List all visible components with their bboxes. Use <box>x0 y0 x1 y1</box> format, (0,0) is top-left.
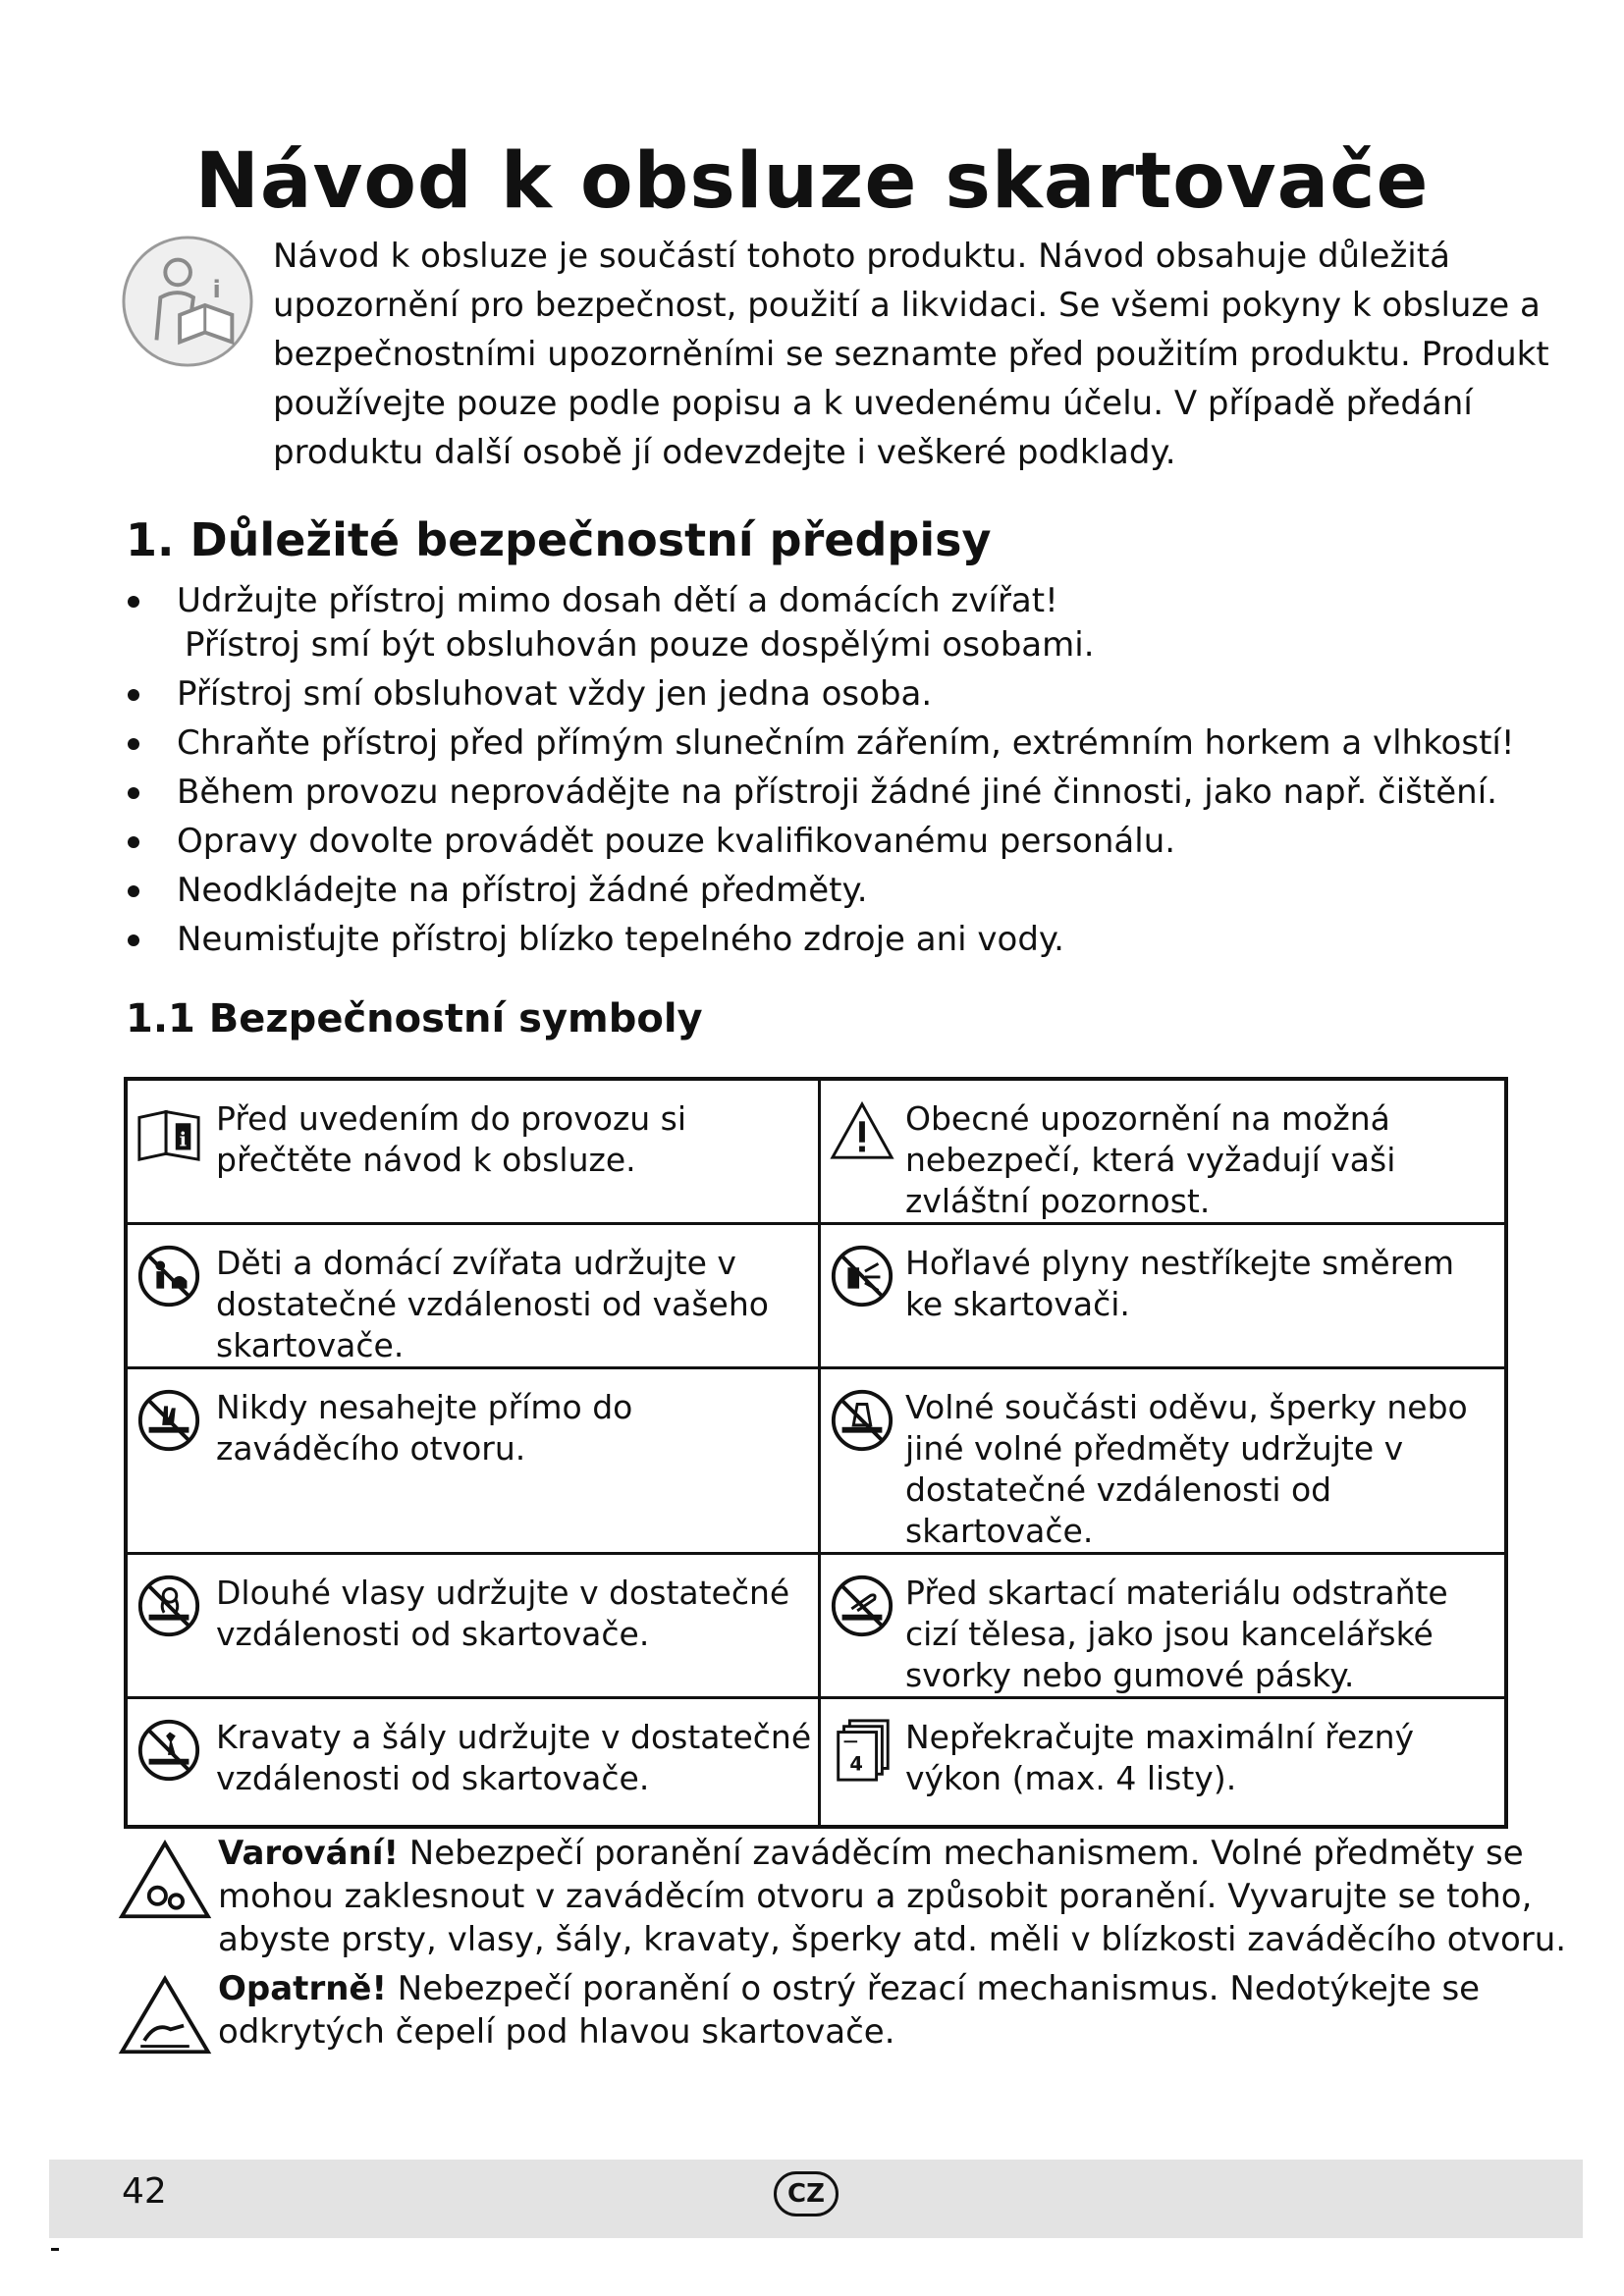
no-loose-clothing-icon <box>829 1387 895 1454</box>
warning-text: abyste prsty, vlasy, šály, kravaty, šperky atd. měli v blízkosti zaváděcího otvoru. <box>218 1920 1567 1959</box>
intro-line: bezpečnostními upozorněními se seznamte před použitím produktu. Produkt <box>273 335 1549 374</box>
section-heading-safety: 1. Důležité bezpečnostní předpisy <box>126 513 992 566</box>
symbol-text: Před skartací materiálu odstraňte cizí tělesa, jako jsou kancelářské svorky nebo gumové pásky. <box>905 1574 1448 1694</box>
warning-text: mohou zaklesnout v zaváděcím otvoru a způsobit poranění. Vyvarujte se toho, <box>218 1877 1533 1916</box>
caution-blade-icon <box>118 1975 212 2057</box>
caution-text: Nebezpečí poranění o ostrý řezací mechanismus. Nedotýkejte se <box>386 1969 1481 2008</box>
list-item: Během provozu neprovádějte na přístroji žádné jiné činnosti, jako např. čištění. <box>126 771 1520 815</box>
safety-rules-list <box>126 579 1520 967</box>
symbol-text: Před uvedením do provozu si přečtěte návod k obsluze. <box>216 1099 687 1179</box>
no-long-hair-icon <box>135 1573 202 1639</box>
caution-lead: Opatrně! <box>218 1969 387 2008</box>
intro-line: používejte pouze podle popisu a k uvedenému účelu. V případě předání <box>273 384 1473 423</box>
page-number: 42 <box>122 2171 167 2212</box>
symbol-text: Dlouhé vlasy udržujte v dostatečné vzdálenosti od skartovače. <box>216 1574 790 1653</box>
symbol-text: Děti a domácí zvířata udržujte v dostatečné vzdálenosti od vašeho skartovače. <box>216 1244 769 1364</box>
no-children-pets-icon <box>135 1243 202 1309</box>
warning-lead: Varování! <box>218 1834 399 1873</box>
symbol-text: Obecné upozornění na možná nebezpečí, která vyžadují vaši zvláštní pozornost. <box>905 1099 1396 1220</box>
symbol-text: Nikdy nesahejte přímo do zaváděcího otvoru. <box>216 1388 633 1468</box>
symbol-cell <box>821 1225 1504 1369</box>
list-item: Neodkládejte na přístroj žádné předměty. <box>126 869 1520 913</box>
symbol-cell <box>821 1081 1504 1225</box>
intro-paragraph <box>273 232 1549 477</box>
safety-symbols-table <box>124 1077 1508 1829</box>
read-manual-icon <box>120 234 255 369</box>
symbol-text: Hořlavé plyny nestříkejte směrem ke skartovači. <box>905 1244 1455 1323</box>
warning-text: Nebezpečí poranění zaváděcím mechanismem. Volné předměty se <box>399 1834 1524 1873</box>
symbol-cell <box>821 1555 1504 1699</box>
list-item: Udržujte přístroj mimo dosah dětí a domácích zvířat! Přístroj smí být obsluhován pouze dospělými osobami. <box>126 579 1520 667</box>
symbol-text: Volné součásti oděvu, šperky nebo jiné volné předměty udržujte v dostatečné vzdálenosti od skartovače. <box>905 1388 1468 1550</box>
symbol-cell <box>128 1555 821 1699</box>
warning-notice <box>118 1832 1567 1961</box>
page-title: Návod k obsluze skartovače <box>194 137 1430 226</box>
svg-text:4: 4 <box>849 1752 863 1776</box>
manual-info-icon <box>135 1098 202 1165</box>
no-flammable-spray-icon <box>829 1243 895 1309</box>
svg-text:i: i <box>179 1128 188 1151</box>
symbol-text: Kravaty a šály udržujte v dostatečné vzdálenosti od skartovače. <box>216 1718 812 1797</box>
intro-line: Návod k obsluze je součástí tohoto produktu. Návod obsahuje důležitá <box>273 237 1450 276</box>
caution-notice <box>118 1967 1512 2054</box>
general-warning-icon <box>829 1098 895 1165</box>
symbol-cell <box>128 1225 821 1369</box>
language-badge: CZ <box>774 2171 839 2216</box>
symbol-cell <box>821 1369 1504 1555</box>
symbol-cell <box>128 1081 821 1225</box>
section-heading-symbols: 1.1 Bezpečnostní symboly <box>126 996 703 1041</box>
symbol-cell <box>128 1699 821 1825</box>
no-hand-in-slot-icon <box>135 1387 202 1454</box>
caution-text: odkrytých čepelí pod hlavou skartovače. <box>218 2012 895 2052</box>
symbol-text: Nepřekračujte maximální řezný výkon (max. 4 listy). <box>905 1718 1415 1797</box>
symbol-cell <box>128 1369 821 1555</box>
list-item: Neumisťujte přístroj blízko tepelného zdroje ani vody. <box>126 918 1520 962</box>
intro-line: produktu další osobě jí odevzdejte i veškeré podklady. <box>273 433 1176 472</box>
no-ties-scarves-icon <box>135 1717 202 1784</box>
no-foreign-objects-icon <box>829 1573 895 1639</box>
list-item: Přístroj smí obsluhovat vždy jen jedna osoba. <box>126 672 1520 717</box>
symbol-cell <box>821 1699 1504 1825</box>
list-item: Opravy dovolte provádět pouze kvalifikovanému personálu. <box>126 820 1520 864</box>
intro-line: upozornění pro bezpečnost, použití a likvidaci. Se všemi pokyny k obsluze a <box>273 286 1541 325</box>
max-sheets-icon <box>829 1717 895 1784</box>
page-footer <box>49 2160 1583 2238</box>
edge-mark <box>51 2248 59 2251</box>
warning-gear-icon <box>118 1840 212 1922</box>
list-item: Chraňte přístroj před přímým slunečním zářením, extrémním horkem a vlhkostí! <box>126 721 1520 766</box>
svg-text:i: i <box>212 276 221 304</box>
